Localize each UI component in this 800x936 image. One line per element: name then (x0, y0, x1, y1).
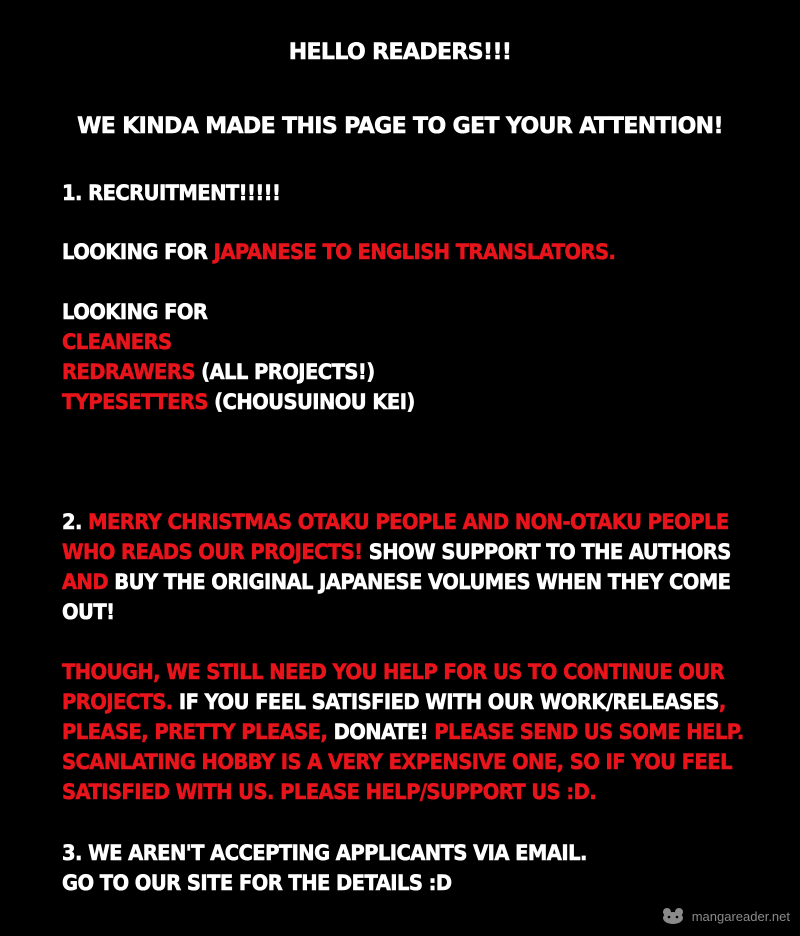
christmas-line-1 (62, 507, 729, 537)
role-typesetters-line (62, 387, 415, 417)
donate-line-2 (62, 687, 726, 717)
christmas-line-4: OUT! (62, 600, 115, 624)
christmas-line-3 (62, 567, 730, 597)
christmas-greeting-cont: WHO READS OUR PROJECTS! (62, 540, 363, 564)
donate-line-1: THOUGH, WE STILL NEED YOU HELP FOR US TO CONTINUE OUR (62, 660, 725, 684)
satisfied-text: IF YOU FEEL SATISFIED WITH OUR WORK/RELEASES (172, 690, 719, 714)
buy-volumes-text: BUY THE ORIGINAL JAPANESE VOLUMES WHEN THEY COME (108, 570, 731, 594)
donate-line-4: SCANLATING HOBBY IS A VERY EXPENSIVE ONE, SO IF YOU FEEL (62, 750, 732, 774)
christmas-greeting: MERRY CHRISTMAS OTAKU PEOPLE AND NON-OTAKU PEOPLE (88, 510, 729, 534)
typesetters-note: (CHOUSUINOU KEI) (207, 390, 415, 414)
email-notice: 3. WE AREN'T ACCEPTING APPLICANTS VIA EMAIL. (62, 841, 587, 865)
role-typesetters: TYPESETTERS (62, 390, 208, 414)
mascot-icon (658, 906, 688, 926)
role-redrawers: REDRAWERS (62, 360, 195, 384)
christmas-line-2 (62, 537, 731, 567)
role-cleaners: CLEANERS (62, 330, 172, 354)
watermark-text: mangareader.net (691, 908, 790, 924)
page-title: HELLO READERS!!! (288, 40, 512, 65)
section2-number: 2. (62, 510, 89, 534)
looking-for-label: LOOKING FOR (62, 300, 208, 324)
donate-line-3 (62, 717, 744, 747)
watermark (658, 906, 790, 926)
recruitment-heading: 1. RECRUITMENT!!!!! (62, 181, 281, 205)
translators-role: JAPANESE TO ENGLISH TRANSLATORS. (213, 240, 616, 264)
donate-line-5: SATISFIED WITH US. PLEASE HELP/SUPPORT US :D. (62, 780, 597, 804)
comma: , (718, 690, 726, 714)
redrawers-note: (ALL PROJECTS!) (194, 360, 375, 384)
projects-word: PROJECTS. (62, 690, 173, 714)
translators-line (62, 237, 615, 267)
translators-prefix: LOOKING FOR (62, 240, 214, 264)
role-redrawers-line (62, 357, 375, 387)
send-help-text: PLEASE SEND US SOME HELP. (428, 720, 744, 744)
and-word: AND (62, 570, 109, 594)
support-authors-text: SHOW SUPPORT TO THE AUTHORS (362, 540, 731, 564)
site-details-notice: GO TO OUR SITE FOR THE DETAILS :D (62, 871, 452, 895)
donate-word: DONATE! (327, 720, 429, 744)
page-subtitle: WE KINDA MADE THIS PAGE TO GET YOUR ATTENTION! (77, 114, 723, 139)
pretty-please-text: PLEASE, PRETTY PLEASE, (62, 720, 328, 744)
